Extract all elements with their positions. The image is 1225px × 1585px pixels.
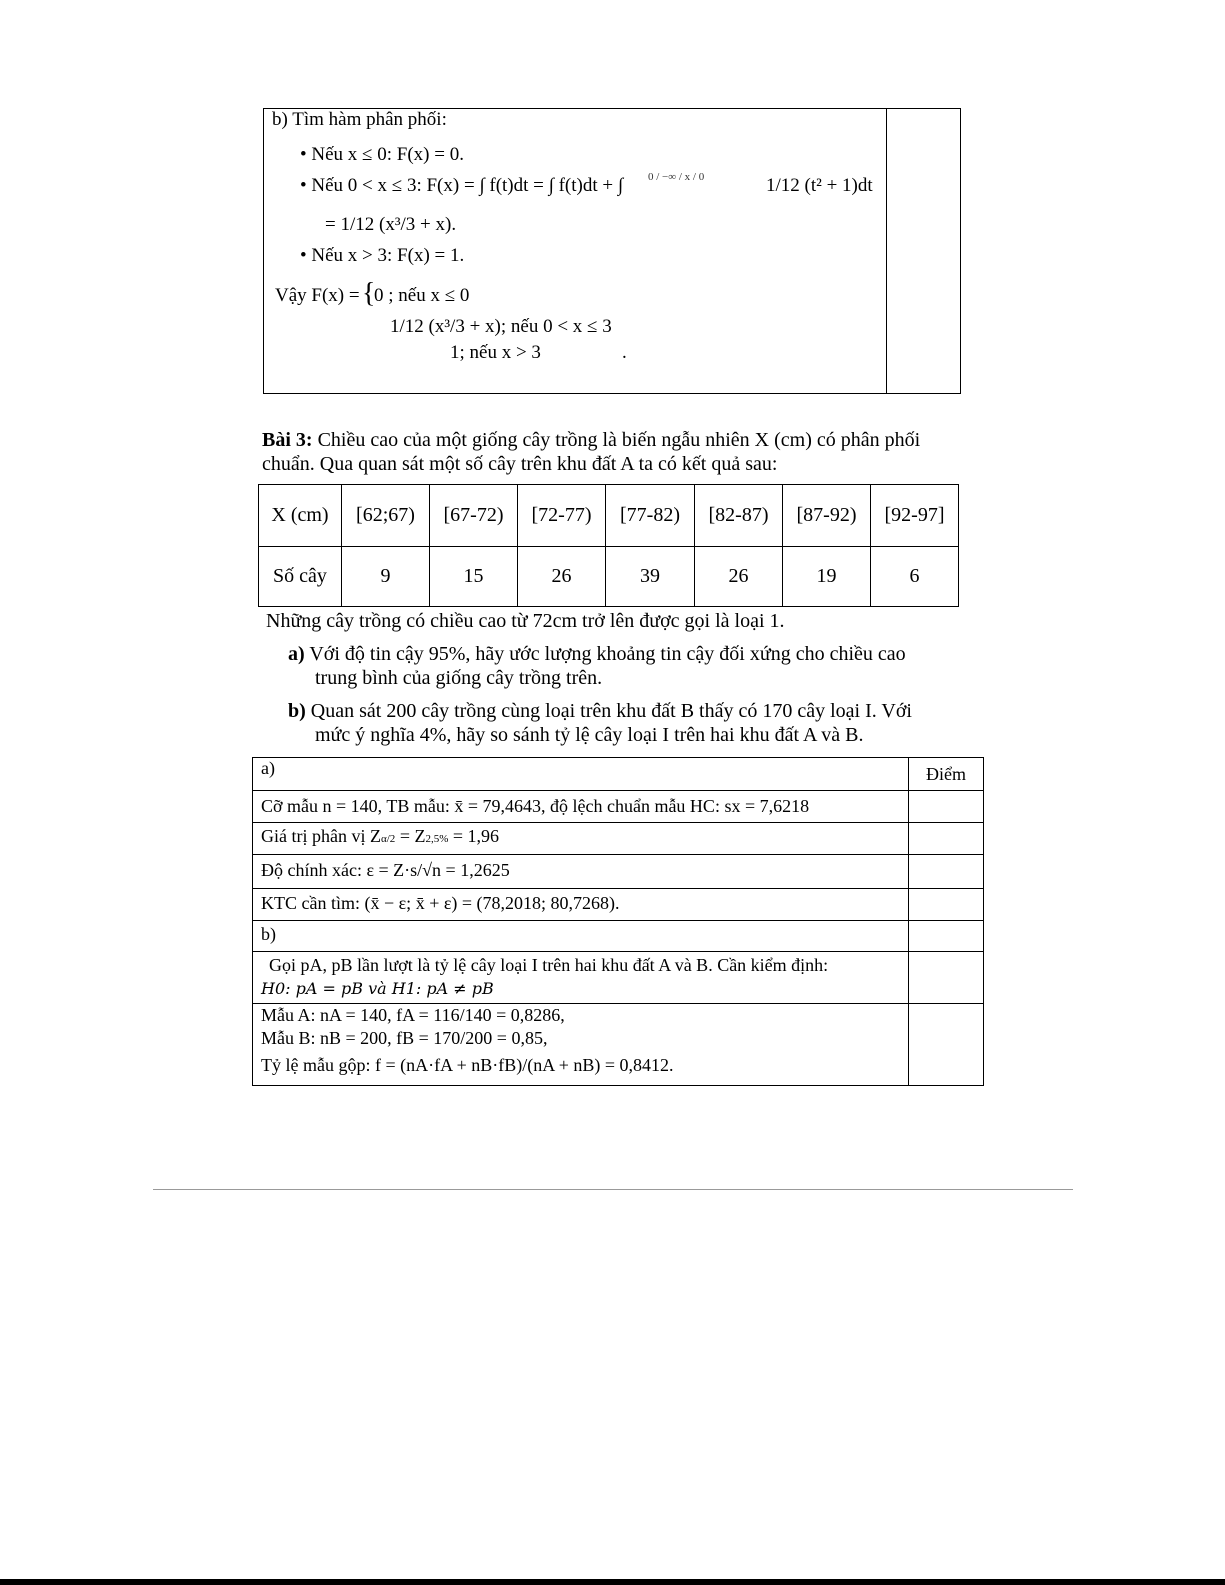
interval-cell: [67-72) <box>430 485 518 547</box>
case-2-prefix: • Nếu 0 < x ≤ 3: F(x) = ∫ f(t)dt = ∫ f(t)dt + ∫ <box>300 175 624 196</box>
score-cell <box>909 855 984 889</box>
score-cell <box>909 921 984 952</box>
quantile-z: Z <box>369 826 381 846</box>
quantile-prefix: Giá trị phân vị <box>261 826 366 846</box>
interval-cell: [77-82) <box>606 485 695 547</box>
case-2-result: = 1/12 (x³/3 + x). <box>325 214 457 235</box>
table-row <box>253 823 984 855</box>
piece-3: 1; nếu x > 3 <box>450 342 541 363</box>
quantile-value: = 1,96 <box>452 826 500 846</box>
row-label-count: Số cây <box>259 547 342 607</box>
table-row <box>253 889 984 921</box>
count-cell: 26 <box>695 547 783 607</box>
row-label-x: X (cm) <box>259 485 342 547</box>
score-cell <box>909 889 984 921</box>
bai3-line1 <box>262 429 920 451</box>
hypothesis-line1: Gọi pA, pB lần lượt là tỷ lệ cây loại I trên hai khu đất A và B. Cần kiểm định: <box>269 955 829 975</box>
case-3: • Nếu x > 3: F(x) = 1. <box>300 245 465 266</box>
table-row <box>253 855 984 889</box>
count-cell: 15 <box>430 547 518 607</box>
score-cell <box>909 823 984 855</box>
distribution-box-divider <box>886 108 887 394</box>
quantile-sub2: 2,5% <box>425 833 449 845</box>
question-b-line1 <box>288 700 912 722</box>
score-cell <box>909 952 984 1004</box>
score-cell <box>909 1004 984 1086</box>
answer-row-quantile <box>253 823 909 855</box>
piece-2: 1/12 (x³/3 + x); nếu 0 < x ≤ 3 <box>390 316 612 337</box>
table-row <box>253 791 984 823</box>
case-2-limits: 0 / −∞ / x / 0 <box>648 171 705 183</box>
interval-cell: [87-92) <box>783 485 871 547</box>
question-a-line2: trung bình của giống cây trồng trên. <box>315 667 603 689</box>
case-2 <box>300 175 623 197</box>
sample-a-line: Mẫu A: nA = 140, fA = 116/140 = 0,8286, <box>261 1005 565 1025</box>
table-row <box>253 758 984 791</box>
part-b-title: b) Tìm hàm phân phối: <box>272 109 447 130</box>
bai3-line2: chuẩn. Qua quan sát một số cây trên khu đất A ta có kết quả sau: <box>262 453 778 475</box>
table-row <box>253 1004 984 1086</box>
interval-cell: [92-97] <box>871 485 959 547</box>
quantile-sub: α/2 <box>380 833 396 845</box>
bai3-label: Bài 3: <box>262 429 313 451</box>
question-b-text: Quan sát 200 cây trồng cùng loại trên khu đất B thấy có 170 cây loại I. Với <box>310 700 912 722</box>
question-a-text: Với độ tin cậy 95%, hãy ước lượng khoảng tin cậy đối xứng cho chiều cao <box>309 643 906 665</box>
answer-header-b: b) <box>253 921 909 952</box>
table-row <box>253 952 984 1004</box>
answer-row-interval: KTC cần tìm: (x̄ − ε; x̄ + ε) = (78,2018; 80,7268). <box>253 889 909 921</box>
question-a-line1 <box>288 643 906 665</box>
answer-row-precision: Độ chính xác: ε = Z·s/√n = 1,2625 <box>253 855 909 889</box>
piece-end: . <box>622 342 627 363</box>
bottom-edge <box>0 1579 1225 1585</box>
count-cell: 6 <box>871 547 959 607</box>
table-row <box>259 485 959 547</box>
table-row <box>253 921 984 952</box>
interval-cell: [82-87) <box>695 485 783 547</box>
case-2-integrand: 1/12 (t² + 1)dt <box>766 175 873 196</box>
answer-header-score: Điểm <box>909 758 984 791</box>
answer-header-a: a) <box>253 758 909 791</box>
frequency-table <box>258 484 959 607</box>
question-a-label: a) <box>288 643 305 665</box>
count-cell: 9 <box>342 547 430 607</box>
pooled-line: Tỷ lệ mẫu gộp: f = (nA·fA + nB·fB)/(nA + nB) = 0,8412. <box>261 1055 674 1075</box>
interval-cell: [72-77) <box>518 485 606 547</box>
score-cell <box>909 791 984 823</box>
bai3-text1: Chiều cao của một giống cây trồng là biến ngẫu nhiên X (cm) có phân phối <box>317 429 921 451</box>
answer-row-samples <box>253 1004 909 1086</box>
case-1: • Nếu x ≤ 0: F(x) = 0. <box>300 144 464 165</box>
piecewise-brace: { <box>362 278 376 309</box>
hypothesis-line2: H0: pA = pB và H1: pA ≠ pB <box>261 979 494 998</box>
sample-b-line: Mẫu B: nB = 200, fB = 170/200 = 0,85, <box>261 1028 548 1048</box>
interval-cell: [62;67) <box>342 485 430 547</box>
answer-row-sample: Cỡ mẫu n = 140, TB mẫu: x̄ = 79,4643, độ lệch chuẩn mẫu HC: sx = 7,6218 <box>253 791 909 823</box>
count-cell: 26 <box>518 547 606 607</box>
answer-table <box>252 757 984 1086</box>
question-b-label: b) <box>288 700 306 722</box>
count-cell: 39 <box>606 547 695 607</box>
count-cell: 19 <box>783 547 871 607</box>
question-b-line2: mức ý nghĩa 4%, hãy so sánh tỷ lệ cây loại I trên hai khu đất A và B. <box>315 724 864 746</box>
answer-row-hypothesis <box>253 952 909 1004</box>
bai3-note: Những cây trồng có chiều cao từ 72cm trở lên được gọi là loại 1. <box>266 610 785 632</box>
conclusion-label: Vậy F(x) = <box>275 285 360 306</box>
table-row <box>259 547 959 607</box>
piece-1: 0 ; nếu x ≤ 0 <box>374 285 470 306</box>
quantile-mid: = Z <box>399 826 426 846</box>
page-separator <box>153 1189 1073 1190</box>
